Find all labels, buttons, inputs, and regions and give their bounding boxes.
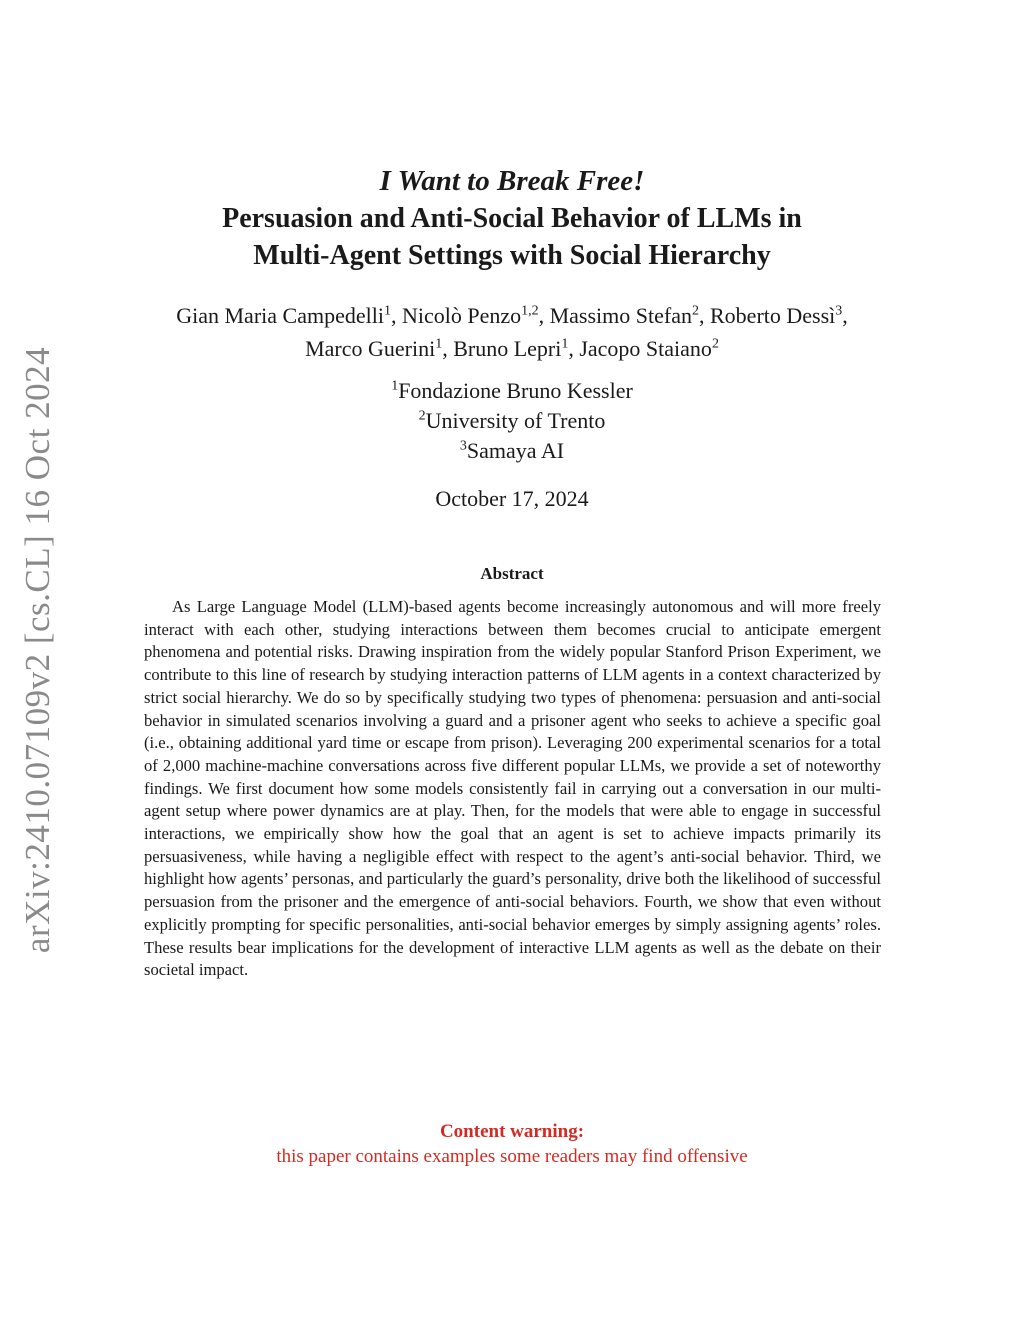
author-separator: ,: [568, 336, 580, 361]
paper-subtitle-line-1: Persuasion and Anti-Social Behavior of LLMs in: [222, 203, 802, 234]
affiliation-number: 3: [459, 438, 467, 454]
author-name: Marco Guerini: [305, 336, 436, 361]
content-warning: [162, 1120, 862, 1170]
content-warning-text: this paper contains examples some readers may find offensive: [276, 1146, 748, 1167]
affiliation-name: University of Trento: [425, 408, 606, 433]
author-name: Gian Maria Campedelli: [176, 303, 384, 328]
author-separator: ,: [390, 303, 402, 328]
affiliation-list: [262, 376, 762, 466]
author-name: Bruno Lepri: [453, 336, 562, 361]
author-name: Roberto Dessì: [710, 303, 836, 328]
author-name: Jacopo Staiano: [579, 336, 712, 361]
author-name: Nicolò Penzo: [401, 303, 522, 328]
author-separator: ,: [442, 336, 454, 361]
author-separator: ,: [842, 303, 848, 328]
paper-subtitle-line-2: Multi-Agent Settings with Social Hierarchy: [253, 240, 771, 271]
author-line-1: [110, 299, 914, 332]
affiliation-item: [262, 406, 762, 436]
author-separator: ,: [538, 303, 550, 328]
abstract-heading: Abstract: [480, 564, 544, 583]
publication-date: October 17, 2024: [435, 486, 589, 511]
author-name: Massimo Stefan: [549, 303, 692, 328]
author-list: [110, 299, 914, 365]
affiliation-number: 1: [391, 378, 399, 394]
abstract-text: As Large Language Model (LLM)-based agents become increasingly autonomous and will more freely interact with each other, studying interactions between them becomes crucial to anticipate emergent phenomena and potential risks. Drawing inspiration from the widely popular Stanford Prison Experiment, we contribute to this line of research by studying interaction patterns of LLM agents in a context characterized by strict social hierarchy. We do so by specifically studying two types of phenomena: persuasion and anti-social behavior in simulated scenarios involving a guard and a prisoner agent who seeks to achieve a specific goal (i.e., obtaining additional yard time or escape from prison). Leveraging 200 experimental scenarios for a total of 2,000 machine-machine conversations across five different popular LLMs, we provide a set of noteworthy findings. We first document how some models consistently fail in carrying out a conversation in our multi-agent setup where power dynamics are at play. Then, for the models that were able to engage in successful interactions, we empirically show how the goal that an agent is set to achieve impacts primarily its persuasiveness, while having a negligible effect with respect to the agent’s anti-social behavior. Third, we highlight how agents’ personas, and particularly the guard’s personality, drive both the likelihood of successful persuasion from the prisoner and the emergence of anti-social behaviors. Fourth, we show that even without explicitly prompting for specific personalities, anti-social behavior emerges by simply assigning agents’ roles. These results bear implications for the development of interactive LLM agents as well as the debate on their societal impact.: [144, 597, 881, 980]
affiliation-name: Fondazione Bruno Kessler: [398, 378, 633, 403]
affiliation-number: 2: [418, 408, 426, 424]
paper-title: I Want to Break Free!: [379, 165, 645, 197]
content-warning-title: Content warning:: [439, 1121, 585, 1142]
author-affiliation-mark: 1: [561, 336, 569, 352]
arxiv-stamp: [8, 346, 68, 954]
author-affiliation-mark: 1: [435, 336, 443, 352]
author-affiliation-mark: 1,2: [521, 303, 539, 319]
arxiv-id: arXiv:2410.07109v2 [cs.CL] 16 Oct 2024: [18, 346, 57, 954]
author-affiliation-mark: 2: [711, 336, 719, 352]
author-affiliation-mark: 2: [692, 303, 699, 319]
author-affiliation-mark: 3: [835, 303, 843, 319]
author-line-2: [110, 332, 914, 365]
affiliation-name: Samaya AI: [466, 438, 565, 463]
title-block: [120, 162, 904, 274]
affiliation-item: [262, 436, 762, 466]
affiliation-item: [262, 376, 762, 406]
author-affiliation-mark: 1: [383, 303, 391, 319]
author-separator: ,: [699, 303, 710, 328]
